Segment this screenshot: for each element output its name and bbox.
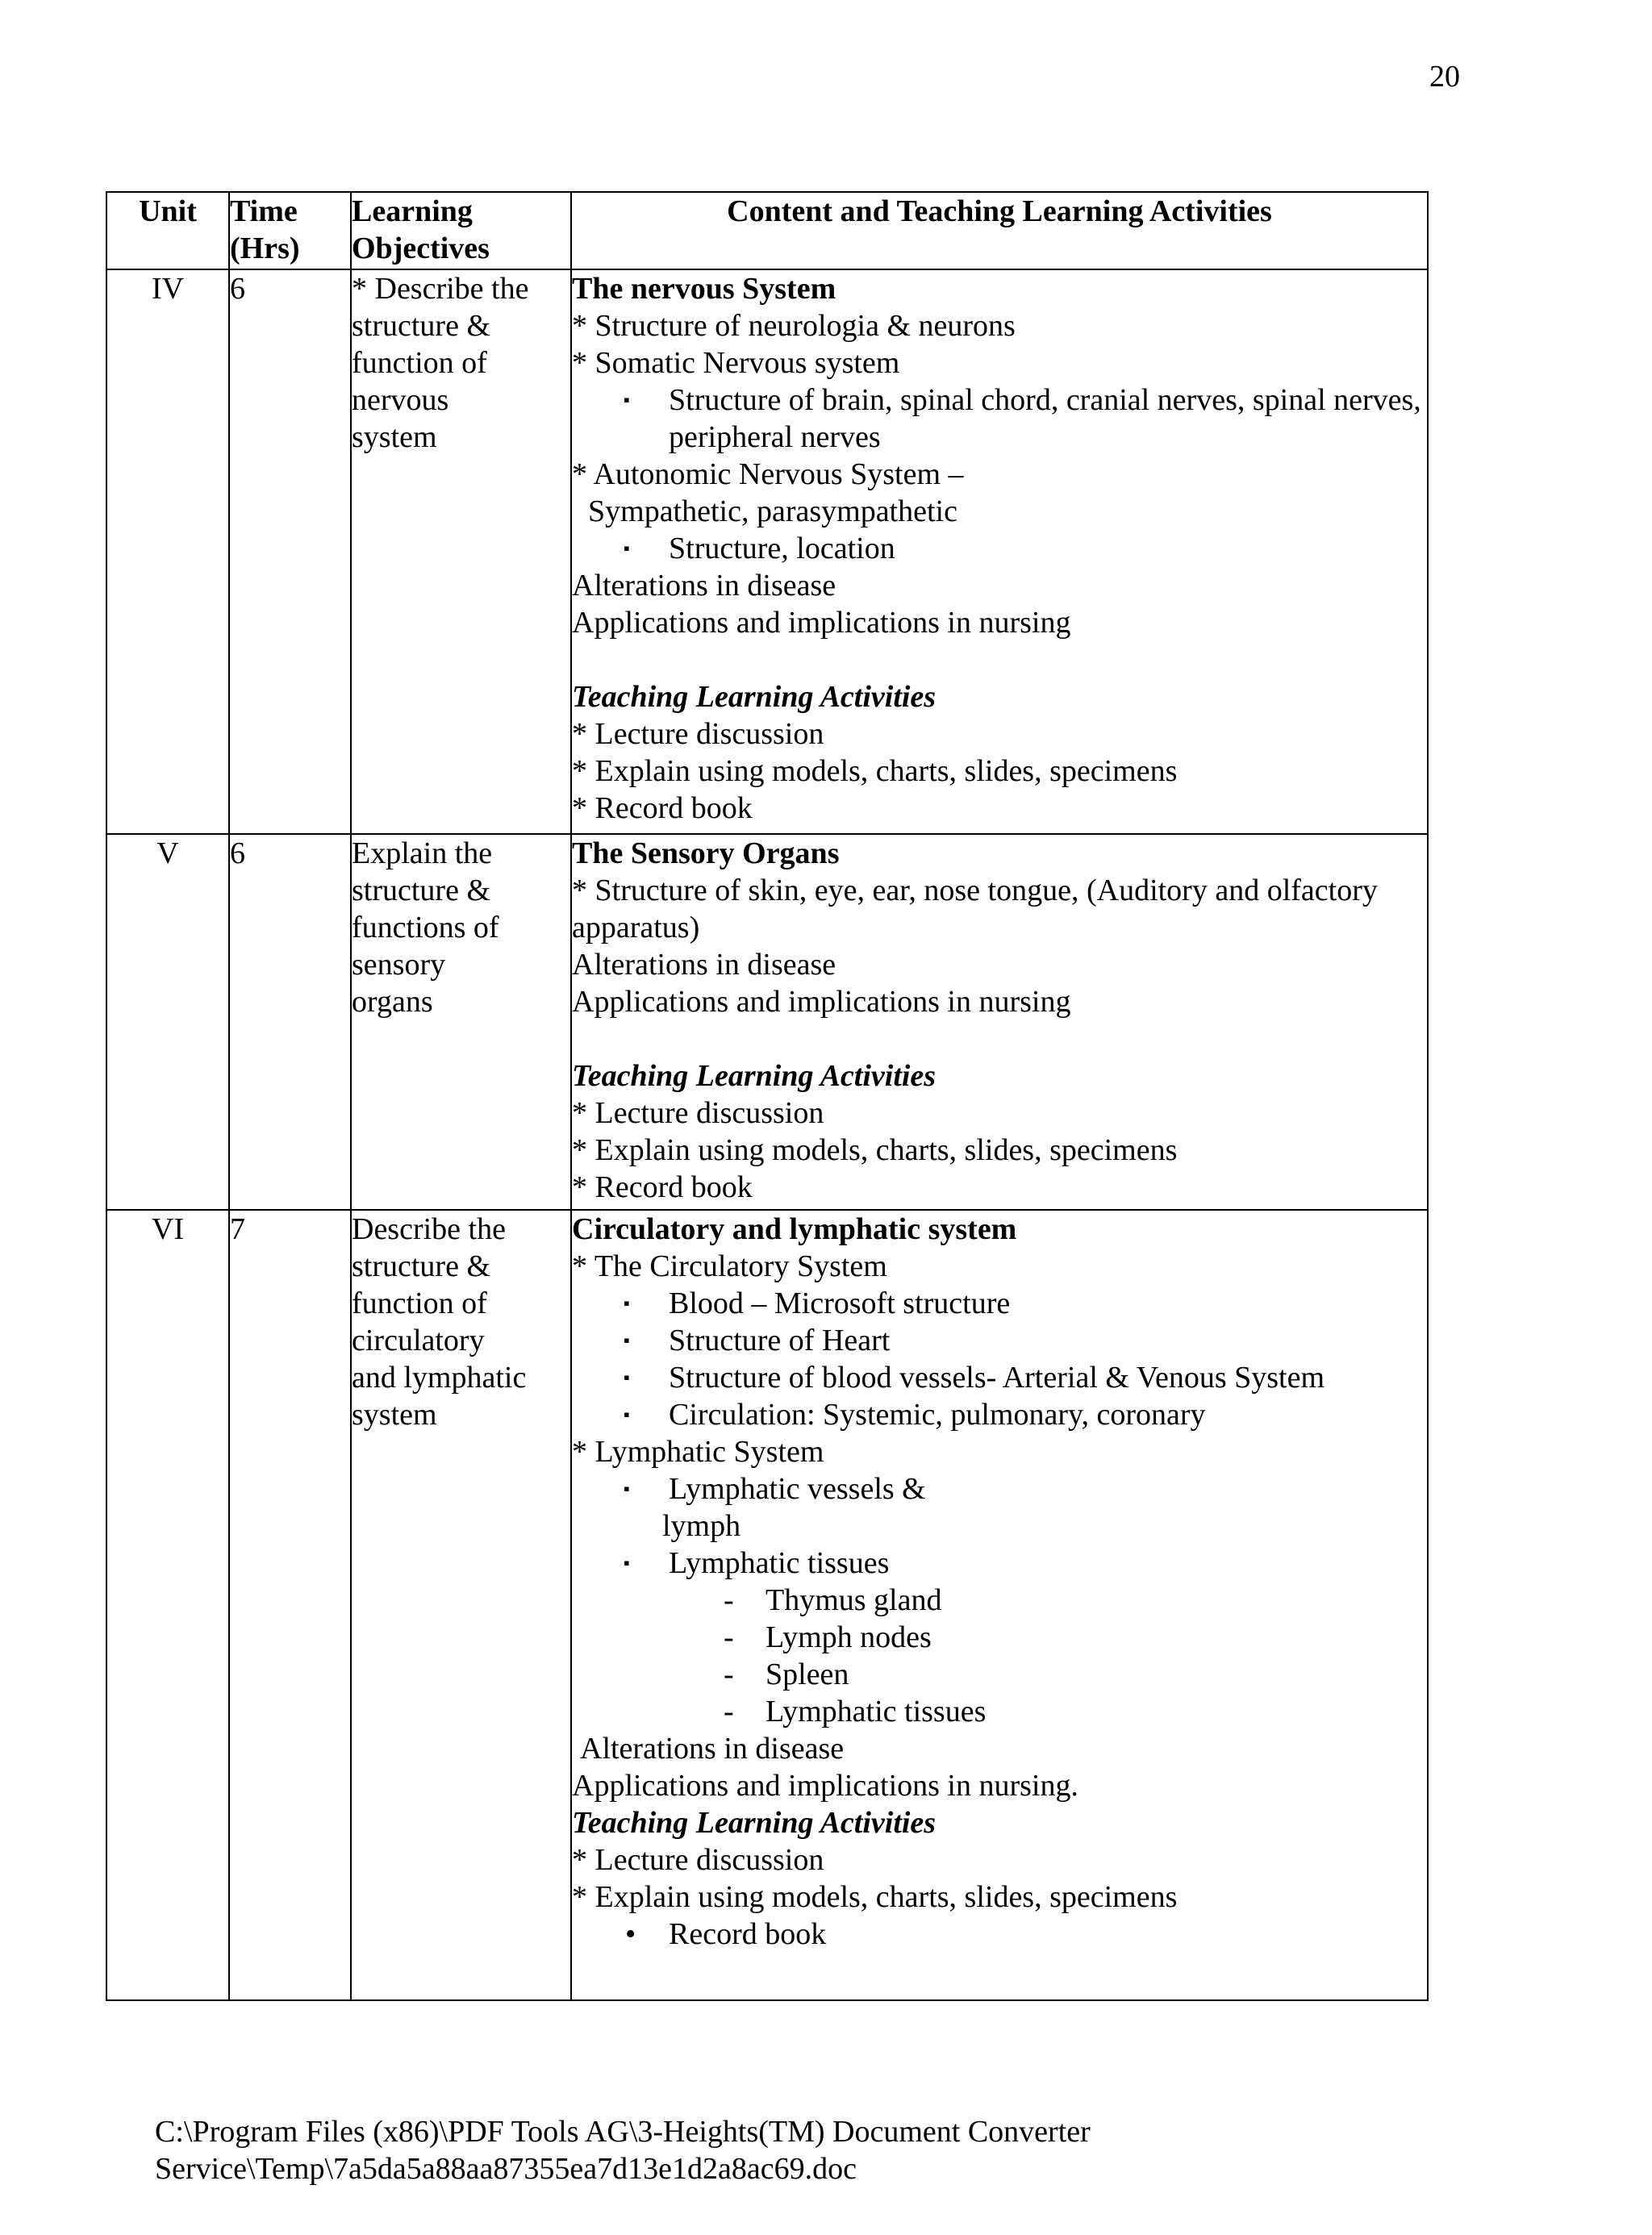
content-line: * Somatic Nervous system (572, 346, 900, 380)
bullet-list-item (572, 530, 1427, 567)
content-line: Alterations in disease (572, 569, 836, 603)
header-time-line2: (Hrs) (230, 231, 300, 265)
content-line: * Explain using models, charts, slides, specimens (572, 1133, 1178, 1167)
cell-content (571, 834, 1428, 1210)
footer-file-path (155, 2113, 1091, 2187)
section-title: The nervous System (572, 272, 836, 306)
objective-line: function of (352, 1286, 487, 1320)
bullet-icon: ▪ (624, 390, 630, 410)
blank-line (572, 1020, 1427, 1057)
content-line: * The Circulatory System (572, 1249, 887, 1283)
list-item-text: Structure of Heart (669, 1324, 891, 1357)
dash-list-item (572, 1619, 1427, 1656)
content-line: Applications and implications in nursing (572, 606, 1071, 640)
dash-marker: - (724, 1583, 734, 1617)
content-line: * Record book (572, 791, 753, 825)
list-item-text: Spleen (766, 1657, 849, 1691)
objective-line: function of (352, 346, 487, 380)
content-line: * Lecture discussion (572, 1096, 824, 1130)
list-item-text: Lymphatic vessels & (669, 1472, 926, 1506)
content-line: * Lecture discussion (572, 717, 824, 751)
bullet-list-item (572, 1916, 1427, 1953)
content-line: * Autonomic Nervous System – (572, 457, 964, 491)
objective-line: functions of (352, 911, 499, 944)
section-title: Circulatory and lymphatic system (572, 1212, 1017, 1246)
content-line: * Explain using models, charts, slides, specimens (572, 1880, 1178, 1914)
page-number: 20 (1429, 60, 1460, 94)
bullet-icon: ▪ (624, 1553, 630, 1573)
cell-time: 6 (229, 269, 351, 834)
table-row (106, 834, 1428, 1210)
dash-list-item (572, 1582, 1427, 1619)
cell-objectives (351, 1210, 571, 2000)
header-time (229, 192, 351, 269)
list-item-text: Lymphatic tissues (669, 1546, 890, 1580)
dash-marker: - (724, 1657, 734, 1691)
bullet-icon: ▪ (624, 1367, 630, 1387)
list-item-text: Lymph nodes (766, 1620, 932, 1654)
cell-objectives (351, 834, 571, 1210)
objective-line: Describe the (352, 1212, 506, 1246)
list-item-text: Thymus gland (766, 1583, 942, 1617)
list-item-text: Lymphatic tissues (766, 1695, 987, 1728)
content-line: lymph (662, 1509, 741, 1543)
list-item-text: Record book (669, 1917, 827, 1951)
content-line: * Structure of neurologia & neurons (572, 309, 1016, 343)
objective-line: Explain the (352, 836, 493, 870)
activities-heading: Teaching Learning Activities (572, 680, 937, 714)
content-line: * Lymphatic System (572, 1435, 824, 1469)
objective-line: nervous (352, 383, 449, 417)
list-item-text: Structure of brain, spinal chord, cranial nerves, spinal nerves, peripheral nerves (669, 383, 1429, 454)
objective-line: structure & (352, 874, 491, 907)
header-objectives-line1: Learning (352, 194, 473, 228)
bullet-list-item (572, 1359, 1427, 1396)
table-header-row (106, 192, 1428, 269)
syllabus-table (106, 191, 1429, 2001)
bullet-icon: ▪ (624, 538, 630, 558)
bullet-list-item (572, 1545, 1427, 1582)
cell-time: 6 (229, 834, 351, 1210)
list-item-text: Structure of blood vessels- Arterial & Venous System (669, 1361, 1325, 1395)
cell-unit: IV (106, 269, 229, 834)
header-objectives-line2: Objectives (352, 231, 490, 265)
dash-marker: - (724, 1695, 734, 1728)
table-row (106, 1210, 1428, 2000)
content-line: Alterations in disease (572, 948, 836, 982)
content-line: Applications and implications in nursing (572, 985, 1071, 1019)
bullet-icon: ▪ (624, 1293, 630, 1313)
header-unit: Unit (106, 192, 229, 269)
dash-list-item (572, 1656, 1427, 1693)
header-objectives (351, 192, 571, 269)
footer-line2: Service\Temp\7a5da5a88aa87355ea7d13e1d2a8ac69.doc (155, 2152, 857, 2186)
table-body (106, 269, 1428, 2000)
bullet-list-item (572, 1396, 1427, 1433)
objective-line: circulatory (352, 1324, 485, 1357)
content-line: Sympathetic, parasympathetic (588, 494, 957, 528)
bullet-icon: ▪ (624, 1404, 630, 1424)
cell-content (571, 269, 1428, 834)
bullet-list-item (572, 382, 1427, 456)
dash-marker: - (724, 1620, 734, 1654)
activities-heading: Teaching Learning Activities (572, 1059, 937, 1093)
cell-unit: V (106, 834, 229, 1210)
content-line: Applications and implications in nursing. (572, 1769, 1078, 1803)
list-item-text: Structure, location (669, 532, 895, 565)
objective-line: system (352, 420, 437, 454)
content-line: * Structure of skin, eye, ear, nose tongue, (Auditory and olfactory apparatus) (572, 874, 1386, 944)
activities-heading: Teaching Learning Activities (572, 1806, 937, 1840)
bullet-icon: • (625, 1917, 636, 1951)
objective-line: structure & (352, 309, 491, 343)
objective-line: organs (352, 985, 433, 1019)
bullet-list-item (572, 1470, 1427, 1507)
content-line: * Record book (572, 1170, 753, 1204)
section-title: The Sensory Organs (572, 836, 840, 870)
list-item-text: Blood – Microsoft structure (669, 1286, 1011, 1320)
list-item-text: Circulation: Systemic, pulmonary, coronary (669, 1398, 1206, 1432)
objective-line: sensory (352, 948, 446, 982)
objective-line: system (352, 1398, 437, 1432)
header-time-line1: Time (230, 194, 298, 228)
bullet-icon: ▪ (624, 1478, 630, 1499)
footer-line1: C:\Program Files (x86)\PDF Tools AG\3-Heights(TM) Document Converter (155, 2115, 1091, 2149)
content-line: * Explain using models, charts, slides, specimens (572, 754, 1178, 788)
content-line: * Lecture discussion (572, 1843, 824, 1877)
objective-line: * Describe the (352, 272, 529, 306)
objective-line: and lymphatic (352, 1361, 527, 1395)
cell-objectives (351, 269, 571, 834)
objective-line: structure & (352, 1249, 491, 1283)
bullet-list-item (572, 1285, 1427, 1322)
cell-unit: VI (106, 1210, 229, 2000)
dash-list-item (572, 1693, 1427, 1730)
bullet-list-item (572, 1322, 1427, 1359)
header-content: Content and Teaching Learning Activities (571, 192, 1428, 269)
cell-time: 7 (229, 1210, 351, 2000)
cell-content (571, 1210, 1428, 2000)
table-row (106, 269, 1428, 834)
content-line: Alterations in disease (580, 1732, 845, 1766)
blank-line (572, 641, 1427, 678)
bullet-icon: ▪ (624, 1330, 630, 1350)
